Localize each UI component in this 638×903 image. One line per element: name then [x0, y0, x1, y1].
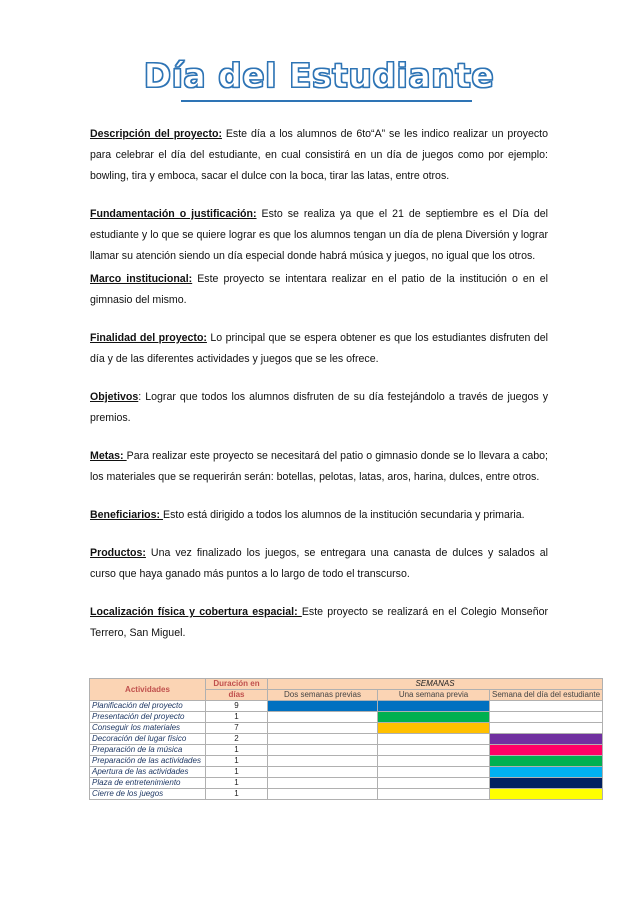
section-text: Este día a los alumnos de 6to“A” se les indico realizar un proyecto para celebrar el día del estudiante, en cual consistirá en un día de juegos como por ejemplo: bowling, tira y emboca, sacar el dulce con la boca, tirar las latas, entre otros.	[90, 128, 549, 182]
section-label: Localización física y cobertura espacial:	[90, 606, 302, 618]
week-cell-3	[490, 756, 603, 767]
document-body	[90, 124, 548, 644]
table-row	[90, 789, 603, 800]
header-week-1: Dos semanas previas	[268, 690, 378, 701]
section-label: Fundamentación o justificación:	[90, 208, 257, 220]
section-objetivos	[90, 387, 548, 429]
section-localizacion	[90, 602, 548, 644]
section-marco	[90, 269, 548, 311]
section-text: : Lograr que todos los alumnos disfruten de su día festejándolo a través de juegos y premios.	[90, 391, 548, 424]
section-beneficiarios	[90, 505, 548, 526]
week-cell-2	[378, 734, 490, 745]
section-text: Esto se realiza ya que el 21 de septiembre es el Día del estudiante y lo que se quiere lograr es que los alumnos tengan un día de plena Diversión y lograr llamar su atención siendo un día especial donde habrá música y juegos, no igual que los otros.	[90, 208, 548, 262]
activity-cell: Apertura de las actividades	[90, 767, 206, 778]
week-cell-1	[268, 745, 378, 756]
title-underline	[181, 100, 472, 102]
week-cell-3	[490, 767, 603, 778]
week-cell-2	[378, 745, 490, 756]
table-row	[90, 767, 603, 778]
section-text: Este proyecto se realizará en el Colegio Monseñor Terrero, San Miguel.	[90, 606, 549, 639]
header-dias: días	[206, 690, 268, 701]
week-cell-3	[490, 789, 603, 800]
section-label: Descripción del proyecto:	[90, 128, 222, 140]
week-cell-1	[268, 712, 378, 723]
duration-cell: 1	[206, 712, 268, 723]
week-cell-1	[268, 778, 378, 789]
header-duracion: Duración en	[206, 679, 268, 690]
section-productos	[90, 543, 548, 585]
week-cell-3	[490, 701, 603, 712]
week-cell-3	[490, 745, 603, 756]
week-cell-3	[490, 723, 603, 734]
duration-cell: 7	[206, 723, 268, 734]
section-label: Objetivos	[90, 391, 139, 403]
week-cell-1	[268, 789, 378, 800]
week-cell-2	[378, 701, 490, 712]
activity-cell: Decoración del lugar físico	[90, 734, 206, 745]
schedule-rows	[90, 701, 603, 800]
section-label: Marco institucional:	[90, 273, 193, 285]
duration-cell: 1	[206, 767, 268, 778]
week-cell-1	[268, 756, 378, 767]
section-text: Una vez finalizado los juegos, se entregara una canasta de dulces y salados al curso que haya ganado más puntos a lo largo de todo el transcurso.	[90, 547, 548, 580]
week-cell-1	[268, 701, 378, 712]
section-label: Finalidad del proyecto:	[90, 332, 207, 344]
duration-cell: 2	[206, 734, 268, 745]
week-cell-2	[378, 723, 490, 734]
section-descripcion	[90, 124, 548, 187]
activity-cell: Cierre de los juegos	[90, 789, 206, 800]
week-cell-2	[378, 778, 490, 789]
activity-cell: Preparación de la música	[90, 745, 206, 756]
week-cell-2	[378, 712, 490, 723]
table-row	[90, 734, 603, 745]
section-label: Metas:	[90, 450, 127, 462]
page-title: Día del Estudiante	[143, 56, 495, 95]
week-cell-1	[268, 767, 378, 778]
table-row	[90, 778, 603, 789]
section-finalidad	[90, 328, 548, 370]
duration-cell: 9	[206, 701, 268, 712]
table-row	[90, 723, 603, 734]
section-text: Esto está dirigido a todos los alumnos de la institución secundaria y primaria.	[163, 509, 525, 521]
header-semanas: SEMANAS	[268, 679, 603, 690]
week-cell-2	[378, 756, 490, 767]
activity-cell: Presentación del proyecto	[90, 712, 206, 723]
header-week-2: Una semana previa	[378, 690, 490, 701]
week-cell-2	[378, 767, 490, 778]
week-cell-2	[378, 789, 490, 800]
section-label: Beneficiarios:	[90, 509, 164, 521]
table-row	[90, 756, 603, 767]
section-fundamentacion	[90, 204, 548, 267]
schedule-table	[89, 678, 603, 800]
table-row	[90, 701, 603, 712]
header-week-3: Semana del día del estudiante	[490, 690, 603, 701]
table-row	[90, 745, 603, 756]
duration-cell: 1	[206, 745, 268, 756]
duration-cell: 1	[206, 789, 268, 800]
week-cell-3	[490, 734, 603, 745]
section-label: Productos:	[90, 547, 146, 559]
week-cell-1	[268, 723, 378, 734]
week-cell-3	[490, 778, 603, 789]
duration-cell: 1	[206, 778, 268, 789]
header-actividades: Actividades	[90, 679, 206, 701]
activity-cell: Preparación de las actividades	[90, 756, 206, 767]
week-cell-3	[490, 712, 603, 723]
activity-cell: Conseguir los materiales	[90, 723, 206, 734]
section-text: Lo principal que se espera obtener es que los estudiantes disfruten del día y de las diferentes actividades y juegos que se les ofrece.	[90, 332, 548, 365]
activity-cell: Plaza de entretenimiento	[90, 778, 206, 789]
section-text: Para realizar este proyecto se necesitará del patio o gimnasio donde se lo llevara a cabo; los materiales que se requerirán serán: botellas, pelotas, latas, aros, harina, dulces, entre otros.	[90, 450, 548, 483]
week-cell-1	[268, 734, 378, 745]
table-row	[90, 712, 603, 723]
activity-cell: Planificación del proyecto	[90, 701, 206, 712]
duration-cell: 1	[206, 756, 268, 767]
section-text: Este proyecto se intentara realizar en el patio de la institución o en el gimnasio del mismo.	[90, 273, 549, 306]
section-metas	[90, 446, 548, 488]
